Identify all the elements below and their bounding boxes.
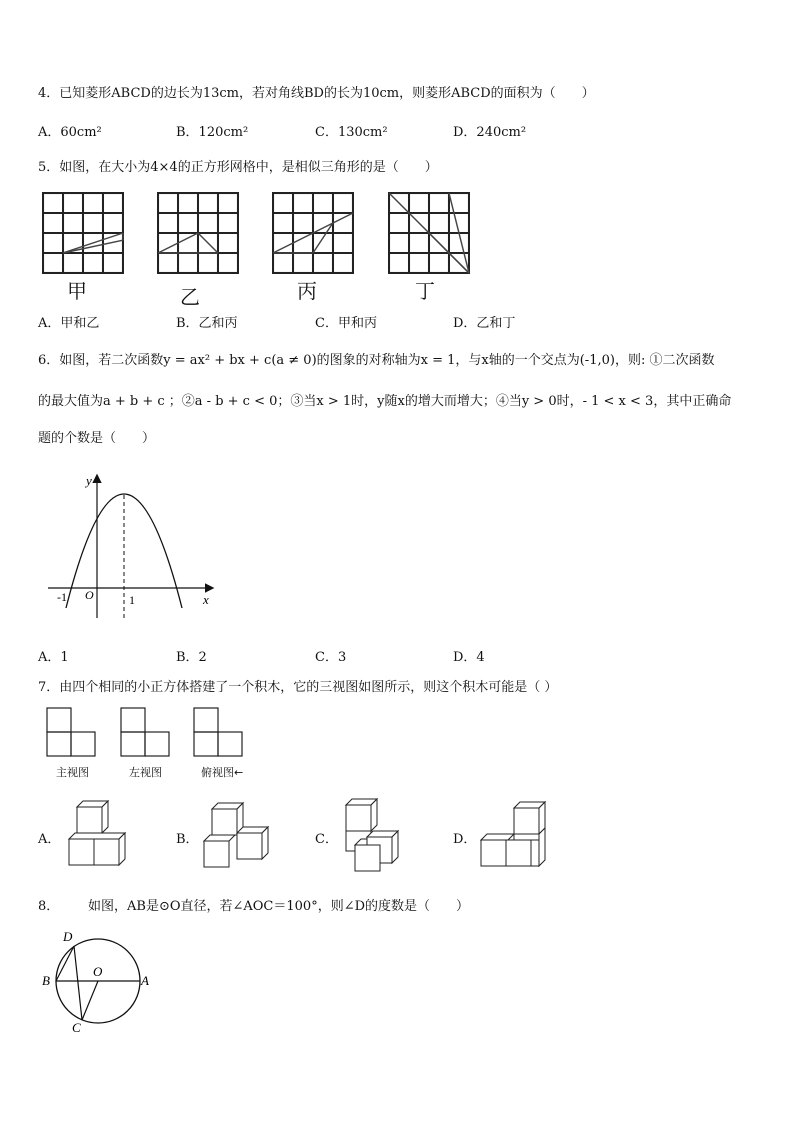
q6-stem-line3: 题的个数是（ ） [38,431,156,446]
front-view-label: 主视图 [56,766,89,779]
q6-option-a: A．1 [38,650,69,665]
q4-option-d: D．240cm² [453,125,527,140]
one-label: 1 [129,593,135,607]
q7-option-a-blocks [68,799,130,869]
q6-stem-line1: 6．如图，若二次函数y = ax² + bx + c(a ≠ 0)的图象的对称轴为x = 1，与x轴的一个交点为(-1,0)，则: ①二次函数 [38,353,715,368]
q8-stem: 如图，AB是⊙O直径，若∠AOC＝100°，则∠D的度数是（ ） [88,899,470,914]
grid-jia-label: 甲 [67,279,87,303]
q7-option-d-blocks [480,800,552,870]
q7-option-b-letter: B． [176,832,199,847]
grid-ding-figure [388,192,470,274]
q6-option-b: B．2 [176,650,207,665]
q6-option-d: D．4 [453,650,485,665]
q7-option-d-letter: D． [453,832,477,847]
grid-yi-figure [157,192,239,274]
y-axis-label: y [86,473,92,488]
left-view-figure [120,707,172,759]
q7-option-c-blocks [345,797,407,873]
q7-option-b-blocks [203,801,273,871]
left-view-label: 左视图 [129,766,162,779]
x-axis-label: x [203,592,209,607]
q4-option-a: A．60cm² [38,125,102,140]
front-view-figure [46,707,98,759]
q6-option-c: C．3 [315,650,347,665]
q5-option-b: B．乙和丙 [176,316,238,331]
grid-yi-label: 乙 [180,285,200,309]
q5-option-a: A．甲和乙 [38,316,100,331]
q5-stem: 5．如图，在大小为4×4的正方形网格中，是相似三角形的是（ ） [38,160,438,175]
point-a-label: A [141,973,149,988]
q6-stem-line2: 的最大值为a + b + c ；②a - b + c < 0；③当x > 1时，y随x的增大而增大；④当y > 0时，- 1 < x < 3，其中正确命 [38,394,732,409]
q7-stem: 7．由四个相同的小正方体搭建了一个积木，它的三视图如图所示，则这个积木可能是（ ） [38,680,558,695]
grid-ding-label: 丁 [415,279,435,303]
point-d-label: D [63,929,73,944]
point-c-label: C [72,1020,81,1035]
radius-oc [82,981,98,1020]
q4-option-b: B．120cm² [176,125,249,140]
q8-number: 8． [38,899,60,914]
q7-option-a-letter: A． [38,832,61,847]
neg-one-label: -1 [57,590,67,604]
chord-dc [74,946,82,1020]
parabola-graph [40,470,220,620]
q4-option-c: C．130cm² [315,125,388,140]
q5-option-d: D．乙和丁 [453,316,516,331]
origin-label: O [85,588,94,602]
q4-stem: 4．已知菱形ABCD的边长为13cm，若对角线BD的长为10cm，则菱形ABCD的面积为（ ） [38,86,595,101]
grid-bing-figure [272,192,354,274]
grid-bing-label: 丙 [297,279,317,303]
q7-option-c-letter: C． [315,832,338,847]
chord-db [56,946,74,981]
point-b-label: B [42,973,50,988]
top-view-figure [193,707,245,759]
circle-diagram [40,928,160,1038]
grid-jia-figure [42,192,124,274]
top-view-label: 俯视图← [201,766,244,779]
point-o-label: O [93,964,103,979]
q5-option-c: C．甲和丙 [315,316,377,331]
